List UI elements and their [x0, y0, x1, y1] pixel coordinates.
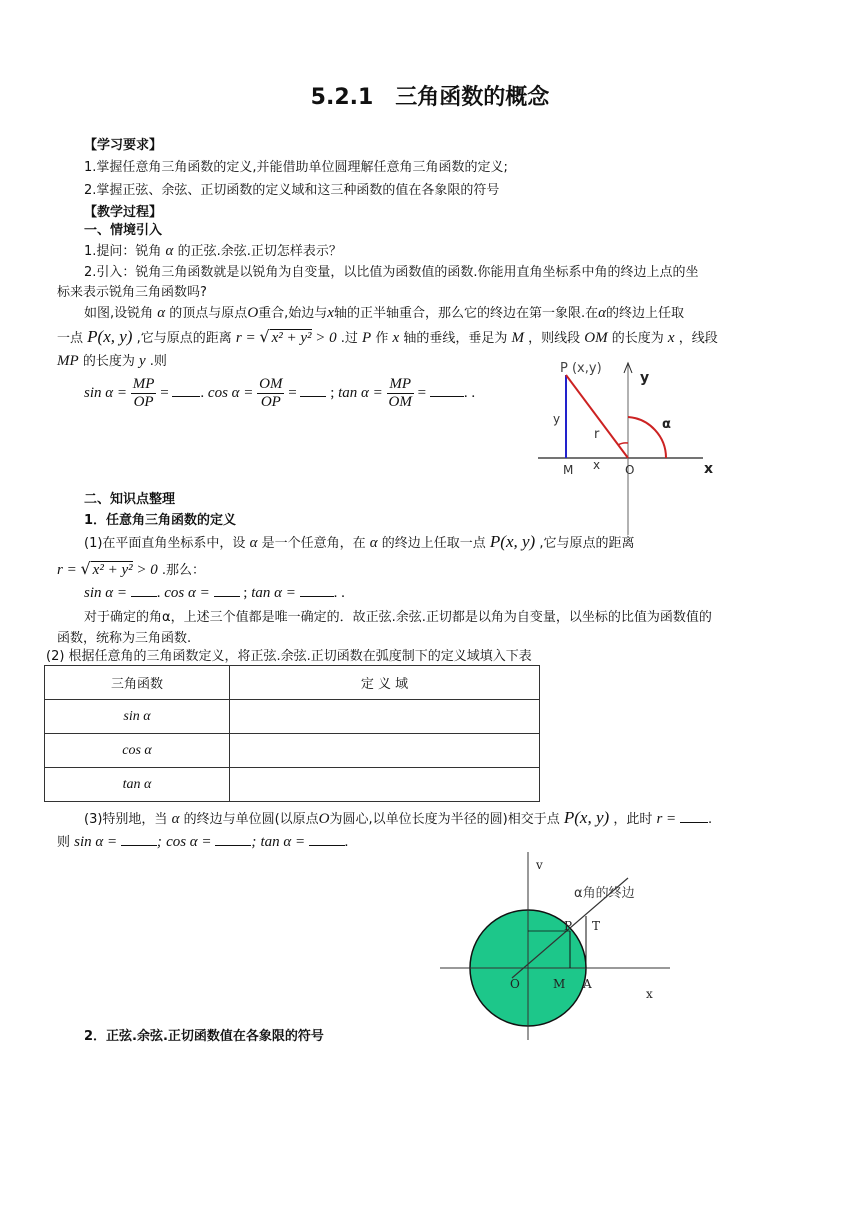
question-1 — [84, 242, 342, 261]
fig1-y-axis-label: y — [640, 370, 650, 386]
table-function-cell: sin α — [45, 700, 230, 734]
fig1-o-label: O — [625, 463, 635, 477]
terminal-side — [566, 375, 628, 458]
table-header-cell: 三角函数 — [45, 666, 230, 700]
section-1-heading: 一、情境引入 — [84, 223, 163, 238]
setup-line-3 — [57, 352, 167, 371]
radicand: x² + y² — [92, 562, 133, 578]
tan-blank-3[interactable] — [309, 833, 345, 846]
figure-acute-angle — [538, 345, 728, 535]
alpha-symbol: α — [369, 535, 378, 551]
gt-zero: > 0 — [132, 562, 158, 578]
table-row — [45, 768, 540, 802]
k1-line-1 — [84, 533, 635, 553]
fig2-terminal-label: α角的终边 — [574, 886, 635, 901]
cos-label: cos α = — [207, 384, 258, 401]
table-row — [45, 734, 540, 768]
alpha-symbol: α — [171, 811, 180, 827]
r-symbol: r = — [57, 562, 81, 578]
sin-blank-2[interactable] — [131, 584, 157, 597]
table-domain-cell[interactable] — [230, 734, 540, 768]
domain-table — [44, 665, 540, 802]
figure-unit-circle — [440, 852, 680, 1042]
x-symbol: x — [327, 305, 334, 321]
k1-text: .那么： — [161, 563, 206, 578]
setup-text: 轴的正半轴重合，那么它的终边在第一象限.在 — [333, 306, 599, 321]
tan-label: tan α = — [251, 585, 300, 601]
fig2-x-axis-label: x — [646, 987, 653, 1001]
gt-zero: > 0 — [311, 330, 337, 346]
setup-text: 如图,设锐角 — [84, 306, 154, 321]
fig1-r-label: r — [594, 427, 600, 442]
radicand: x² + y² — [271, 330, 312, 346]
fig2-p-label: P — [564, 919, 573, 933]
fraction-om-op: $\frac{OM}{OP}$ — [259, 376, 283, 410]
table-header-row — [45, 666, 540, 700]
setup-text: ,它与原点的距离 — [136, 331, 232, 346]
table-row — [45, 700, 540, 734]
tan-label: tan α = — [338, 384, 387, 401]
fig1-x-side-label: x — [593, 458, 601, 472]
sin-blank[interactable] — [172, 384, 200, 397]
mp-symbol: MP — [57, 353, 79, 369]
setup-text: 的终边上任取 — [605, 306, 684, 321]
setup-text: 轴的垂线，垂足为 — [403, 331, 508, 346]
ratio-formulas: sin α = $\frac{MP}{OP}$ = . cos α = $\frac{OM}{OP}$ = ; tan α = $\frac{MP}{OM}$ = . . — [84, 376, 476, 410]
x-symbol: x — [667, 330, 675, 346]
m-symbol: M — [511, 330, 524, 346]
k3-text: 为圆心,以单位长度为半径的圆)相交于点 — [329, 812, 560, 827]
alpha-symbol: α — [157, 305, 166, 321]
table-domain-cell[interactable] — [230, 700, 540, 734]
fraction-mp-om: $\frac{MP}{OM}$ — [388, 376, 412, 410]
p-symbol: P — [362, 330, 372, 346]
table-function-cell: tan α — [45, 768, 230, 802]
tan-blank[interactable] — [430, 384, 464, 397]
k1-line-2 — [57, 560, 205, 580]
sqrt-sign: √ — [259, 327, 270, 346]
x-symbol: x — [392, 330, 400, 346]
point-p: P(x, y) — [563, 808, 610, 827]
k1-text: 是一个任意角，在 — [261, 536, 366, 551]
sqrt-sign: √ — [80, 559, 91, 578]
k1-heading: 1．任意角三角函数的定义 — [84, 513, 237, 528]
k3-text: ，此时 — [613, 812, 653, 827]
fig2-o-label: O — [510, 977, 520, 991]
fig1-p-label: P (x,y) — [560, 361, 602, 376]
q1-text-b: 的正弦.余弦.正切怎样表示？ — [177, 244, 342, 259]
fig1-y-side-label: y — [553, 412, 561, 426]
k1-text: ,它与原点的距离 — [539, 536, 635, 551]
table-function-cell: cos α — [45, 734, 230, 768]
table-header-cell: 定 义 域 — [230, 666, 540, 700]
setup-text: 的长度为 — [82, 354, 135, 369]
setup-text: 的长度为 — [611, 331, 664, 346]
cos-label: cos α = — [164, 585, 214, 601]
r-blank[interactable] — [680, 810, 708, 823]
k1-para-1: 对于确定的角α，上述三个值都是唯一确定的．故正弦.余弦.正切都是以角为自变量，以坐标的比值为函数值的 — [84, 610, 712, 625]
origin-symbol: O — [318, 811, 330, 827]
fig2-a-label: A — [583, 977, 592, 991]
process-heading: 【教学过程】 — [84, 205, 163, 220]
setup-text: .则 — [149, 354, 167, 369]
r-symbol: r = — [235, 330, 260, 346]
fraction-mp-op: $\frac{MP}{OP}$ — [132, 376, 155, 410]
setup-text: 重合,始边与 — [258, 306, 328, 321]
fig1-alpha-label: α — [662, 417, 671, 432]
section-2-heading: 二、知识点整理 — [84, 492, 176, 507]
k3-text: 的终边与单位圆(以原点 — [183, 812, 319, 827]
k3-text: (3)特别地，当 — [84, 812, 168, 827]
k3-line-1: (3)特别地，当 α 的终边与单位圆(以原点O为圆心,以单位长度为半径的圆)相交于点 P(x, y) ，此时 r = . — [84, 808, 713, 827]
cos-blank-3[interactable] — [215, 833, 251, 846]
r-symbol: r = — [656, 811, 680, 827]
k2-text: (2) 根据任意角的三角函数定义，将正弦.余弦.正切函数在弧度制下的定义域填入下表 — [46, 649, 532, 664]
alpha-symbol: α — [598, 305, 606, 321]
fig1-x-axis-label: x — [704, 461, 714, 477]
tan-label: tan α = — [260, 834, 309, 850]
cos-label: cos α = — [166, 834, 216, 850]
sin-label: sin α = — [84, 384, 131, 401]
sin-label: sin α = — [74, 834, 121, 850]
sin-label: sin α = — [84, 585, 131, 601]
k3-text: 则 — [57, 835, 71, 850]
question-2-cont: 标来表示锐角三角函数吗? — [57, 285, 207, 300]
origin-symbol: O — [247, 305, 259, 321]
fig1-m-label: M — [563, 463, 574, 477]
req-item-1: 1.掌握任意角三角函数的定义,并能借助单位圆理解任意角三角函数的定义; — [84, 160, 508, 175]
k4-heading: 2．正弦.余弦.正切函数值在各象限的符号 — [84, 1029, 324, 1044]
tan-blank-2[interactable] — [300, 584, 334, 597]
fig2-y-axis-label: v — [536, 858, 543, 872]
y-symbol: y — [138, 353, 146, 369]
setup-text: 一点 — [57, 331, 84, 346]
setup-line-1 — [84, 304, 684, 323]
setup-text: ，线段 — [678, 331, 718, 346]
point-p: P(x, y) — [489, 532, 536, 551]
k1-text: 的终边上任取一点 — [381, 536, 486, 551]
alpha-symbol: α — [249, 535, 258, 551]
req-heading: 【学习要求】 — [84, 138, 163, 153]
table-domain-cell[interactable] — [230, 768, 540, 802]
k1-text: (1)在平面直角坐标系中，设 — [84, 536, 246, 551]
point-p: P(x, y) — [87, 327, 133, 346]
setup-text: .过 — [340, 331, 358, 346]
setup-text: 的顶点与原点 — [169, 306, 248, 321]
cos-blank-2[interactable] — [214, 584, 240, 597]
sin-blank-3[interactable] — [121, 833, 157, 846]
k1-blanks: sin α = . cos α = ; tan α = . . — [84, 585, 345, 601]
k1-para-2: 函数，统称为三角函数. — [57, 631, 192, 646]
setup-text: ，则线段 — [528, 331, 581, 346]
fig2-m-label: M — [553, 977, 566, 991]
k3-line-2: 则 sin α = ; cos α = ; tan α = . — [57, 834, 349, 850]
om-symbol: OM — [584, 330, 608, 346]
setup-text: 作 — [375, 331, 389, 346]
question-2: 2.引入：锐角三角函数就是以锐角为自变量，以比值为函数值的函数.你能用直角坐标系中角的终边上点的坐 — [84, 265, 699, 280]
cos-blank[interactable] — [300, 384, 326, 397]
angle-arc — [628, 417, 666, 458]
q1-text-a: 1.提问：锐角 — [84, 244, 162, 259]
req-item-2: 2.掌握正弦、余弦、正切函数的定义域和这三种函数的值在各象限的符号 — [84, 183, 500, 198]
alpha-symbol: α — [165, 243, 174, 259]
fig2-t-label: T — [592, 919, 601, 933]
page-title: 5.2.1 三角函数的概念 — [310, 85, 550, 110]
